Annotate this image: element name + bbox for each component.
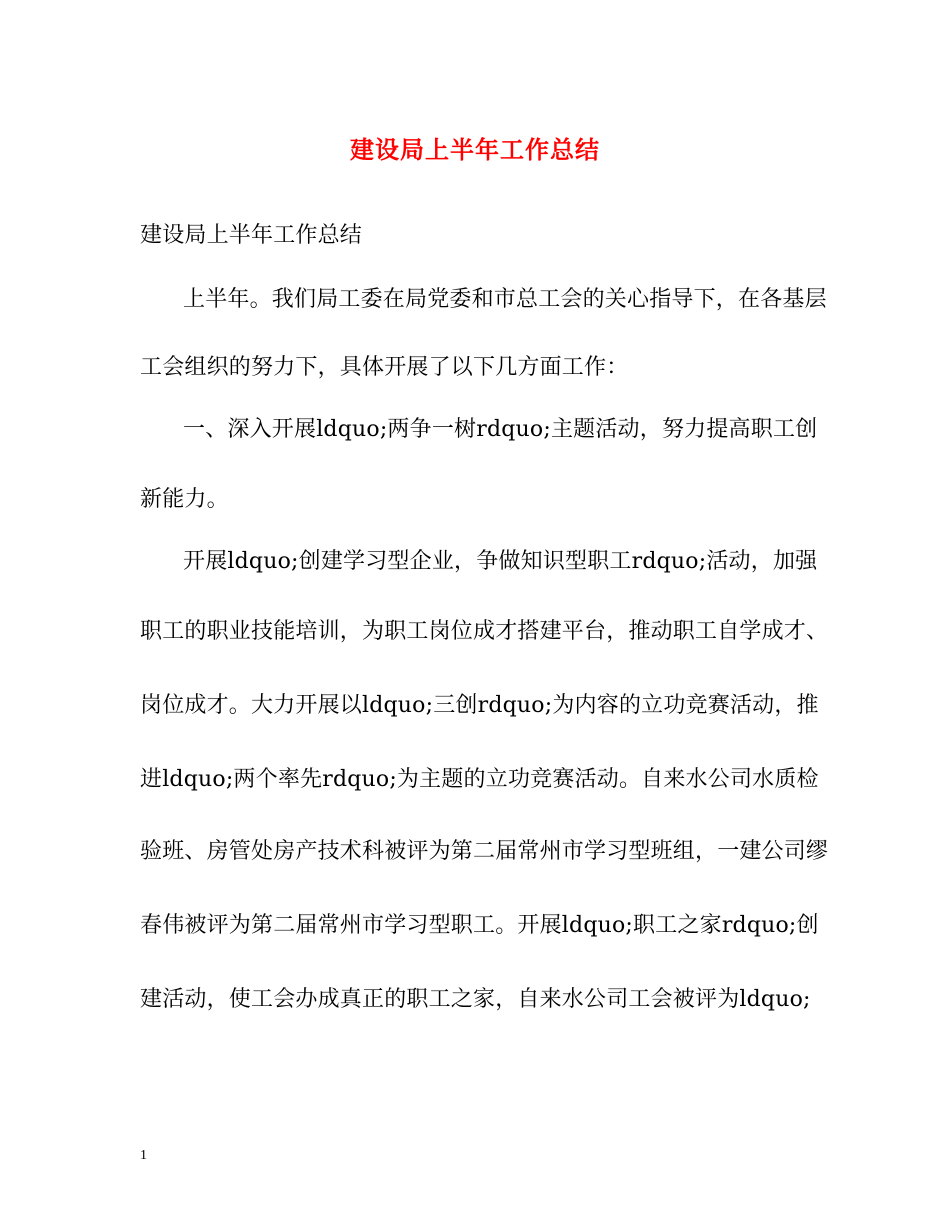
page-number: 1 (140, 1148, 147, 1163)
paragraph-line: 验班、房管处房产技术科被评为第二届常州市学习型班组，一建公司缪 (140, 839, 829, 864)
paragraph-line: 新能力。 (140, 487, 229, 512)
subtitle-line: 建设局上半年工作总结 (140, 223, 363, 248)
paragraph-line: 一、深入开展ldquo;两争一树rdquo;主题活动，努力提高职工创 (183, 417, 818, 442)
paragraph-line: 工会组织的努力下，具体开展了以下几方面工作： (140, 355, 629, 380)
paragraph-line: 岗位成才。大力开展以ldquo;三创rdquo;为内容的立功竞赛活动，推 (140, 693, 819, 718)
paragraph-line: 职工的职业技能培训，为职工岗位成才搭建平台，推动职工自学成才、 (140, 619, 829, 644)
paragraph-line: 上半年。我们局工委在局党委和市总工会的关心指导下，在各基层 (183, 287, 827, 312)
paragraph-line: 进ldquo;两个率先rdquo;为主题的立功竞赛活动。自来水公司水质检 (140, 767, 819, 792)
paragraph-line: 开展ldquo;创建学习型企业，争做知识型职工rdquo;活动，加强 (183, 549, 818, 574)
paragraph-line: 春伟被评为第二届常州市学习型职工。开展ldquo;职工之家rdquo;创 (140, 913, 819, 938)
paragraph-line: 建活动，使工会办成真正的职工之家，自来水公司工会被评为ldquo; (140, 987, 811, 1012)
document-title: 建设局上半年工作总结 (350, 136, 600, 164)
